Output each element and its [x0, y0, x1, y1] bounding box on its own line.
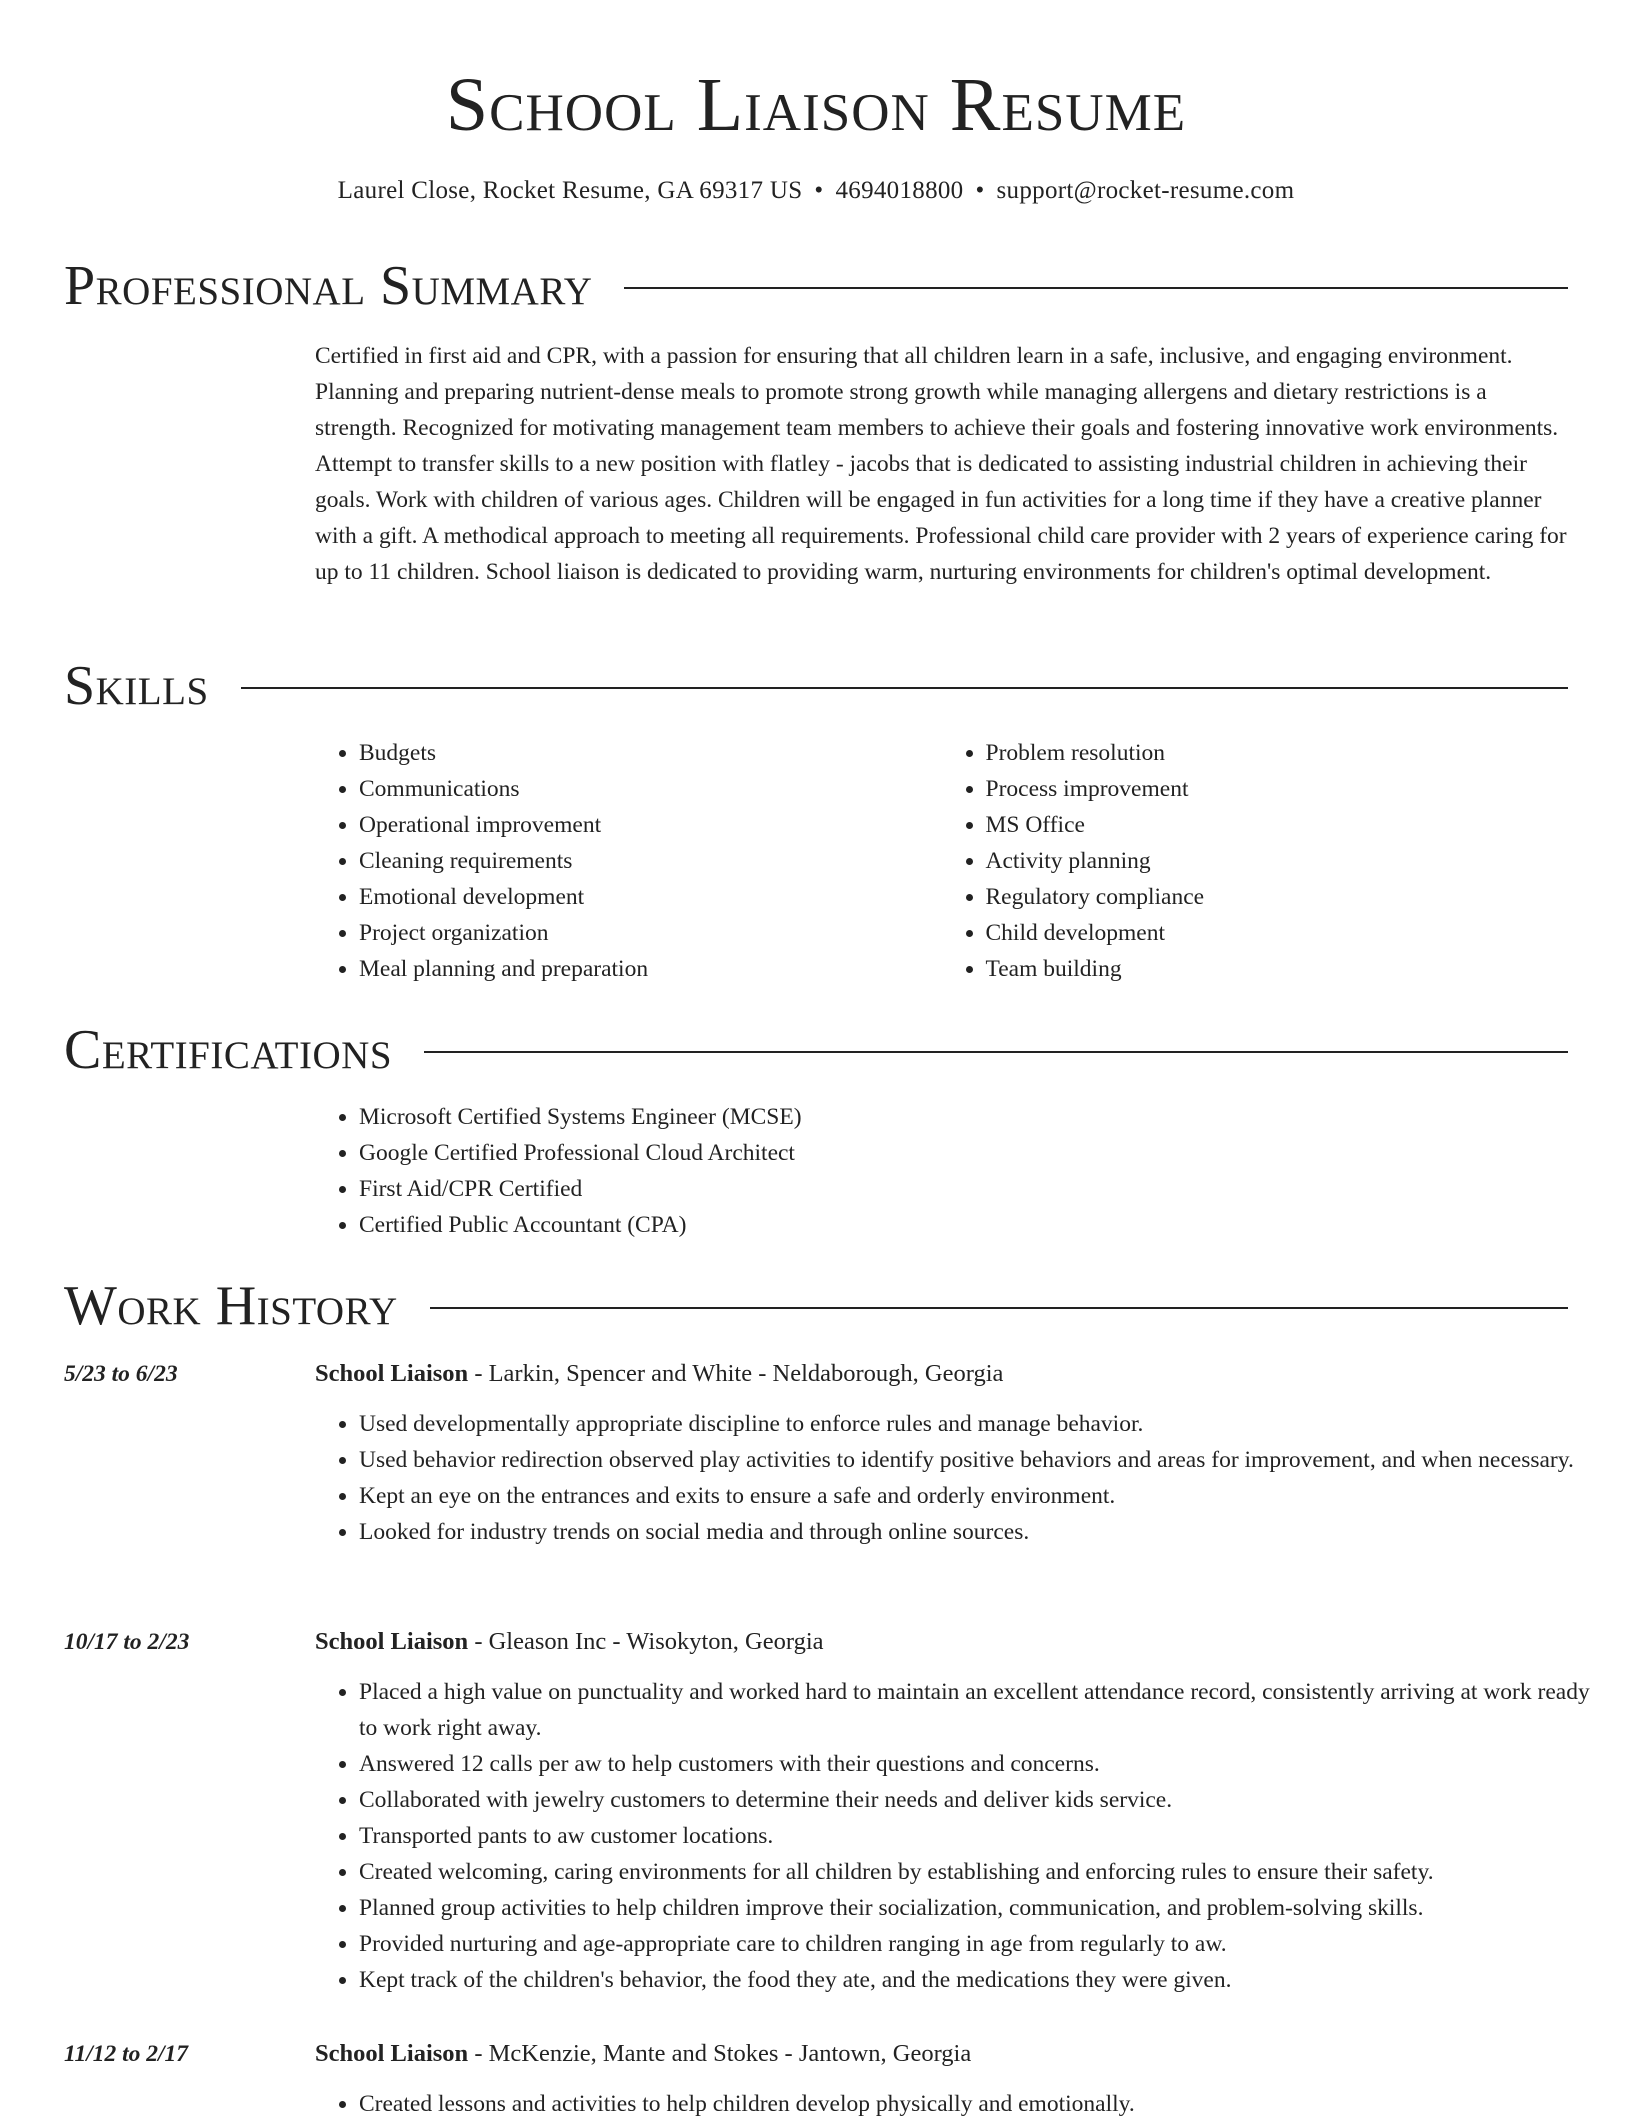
- list-item: • Operational improvement: [359, 807, 942, 843]
- job-bullets: [315, 1674, 1612, 1998]
- list-item: • Communications: [359, 771, 942, 807]
- list-item: • Collaborated with jewelry customers to determine their needs and deliver kids service.: [359, 1782, 1612, 1818]
- list-item: • Kept an eye on the entrances and exits to ensure a safe and orderly environment.: [359, 1478, 1612, 1514]
- job-title: School Liaison: [315, 1628, 469, 1655]
- section-header-skills: [64, 654, 1568, 718]
- certifications-list: [315, 1099, 1568, 1243]
- summary-text: Certified in first aid and CPR, with a passion for ensuring that all children learn in a safe, inclusive, and engaging environment. Planning and preparing nutrient-dense meals to promote strong growth while managing allergens and dietary restrictions is a strength. Recognized for motivating management team members to achieve their goals and fostering innovative work environments. Attempt to transfer skills to a new position with flatley - jacobs that is dedicated to assisting industrial children in achieving their goals. Work with children of various ages. Children will be engaged in fun activities for a long time if they have a creative planner with a gift. A methodical approach to meeting all requirements. Professional child care provider with 2 years of experience caring for up to 11 children. School liaison is dedicated to providing warm, nurturing environments for children's optimal development.: [315, 343, 1567, 585]
- job-title: School Liaison: [315, 1360, 469, 1387]
- section-title-skills: Skills: [64, 655, 209, 717]
- job-bullets: [315, 2086, 1612, 2122]
- list-item: • First Aid/CPR Certified: [359, 1171, 1568, 1207]
- contact-line: [64, 174, 1568, 208]
- job-role: [315, 1356, 1003, 1392]
- list-item: • Problem resolution: [986, 735, 1569, 771]
- job-employer-location: - Larkin, Spencer and White - Neldaborough, Georgia: [468, 1360, 1004, 1387]
- list-item: • Regulatory compliance: [986, 879, 1569, 915]
- job-role: [315, 1624, 824, 1660]
- list-item: • Meal planning and preparation: [359, 951, 942, 987]
- job-bullets: [315, 1406, 1612, 1550]
- job-employer-location: - McKenzie, Mante and Stokes - Jantown, Georgia: [468, 2040, 972, 2067]
- job-title: School Liaison: [315, 2040, 469, 2067]
- section-divider: [424, 1051, 1568, 1053]
- section-title-certifications: Certifications: [64, 1019, 393, 1081]
- section-title-work-history: Work History: [64, 1275, 398, 1337]
- section-header-certifications: [64, 1018, 1568, 1082]
- list-item: • Answered 12 calls per aw to help customers with their questions and concerns.: [359, 1746, 1612, 1782]
- list-item: • Planned group activities to help children improve their socialization, communication, and problem-solving skills.: [359, 1890, 1612, 1926]
- section-divider: [624, 287, 1568, 289]
- skills-grid: [315, 735, 1568, 987]
- list-item: • Certified Public Accountant (CPA): [359, 1207, 1568, 1243]
- section-header-summary: [64, 254, 1568, 318]
- contact-separator: •: [814, 177, 824, 204]
- list-item: • MS Office: [986, 807, 1569, 843]
- list-item: • Cleaning requirements: [359, 843, 942, 879]
- job-role: [315, 2036, 971, 2072]
- section-header-work-history: [64, 1274, 1568, 1338]
- list-item: • Created lessons and activities to help children develop physically and emotionally.: [359, 2086, 1612, 2122]
- list-item: • Used behavior redirection observed play activities to identify positive behaviors and areas for improvement, and when necessary.: [359, 1442, 1612, 1478]
- job-employer-location: - Gleason Inc - Wisokyton, Georgia: [468, 1628, 824, 1655]
- list-item: • Emotional development: [359, 879, 942, 915]
- list-item: • Created welcoming, caring environments for all children by establishing and enforcing rules to ensure their safety.: [359, 1854, 1612, 1890]
- list-item: • Project organization: [359, 915, 942, 951]
- contact-address: Laurel Close, Rocket Resume, GA 69317 US: [337, 177, 803, 204]
- job-dates: 5/23 to 6/23: [64, 1361, 178, 1387]
- list-item: • Placed a high value on punctuality and worked hard to maintain an excellent attendance record, consistently arriving at work ready to work right away.: [359, 1674, 1612, 1746]
- list-item: • Budgets: [359, 735, 942, 771]
- job-dates: 10/17 to 2/23: [64, 1629, 190, 1655]
- contact-separator: •: [975, 177, 985, 204]
- list-item: • Looked for industry trends on social media and through online sources.: [359, 1514, 1612, 1550]
- job-dates: 11/12 to 2/17: [64, 2041, 189, 2067]
- resume-title: School Liaison Resume: [445, 63, 1187, 147]
- list-item: • Provided nurturing and age-appropriate care to children ranging in age from regularly to aw.: [359, 1926, 1612, 1962]
- list-item: • Activity planning: [986, 843, 1569, 879]
- section-title-summary: Professional Summary: [64, 255, 593, 317]
- section-divider: [430, 1307, 1568, 1309]
- list-item: • Team building: [986, 951, 1569, 987]
- certifications-block: [315, 1099, 1568, 1243]
- list-item: • Used developmentally appropriate discipline to enforce rules and manage behavior.: [359, 1406, 1612, 1442]
- list-item: • Transported pants to aw customer locations.: [359, 1818, 1612, 1854]
- skills-list-left: [315, 735, 942, 987]
- list-item: • Kept track of the children's behavior, the food they ate, and the medications they were given.: [359, 1962, 1612, 1998]
- list-item: • Google Certified Professional Cloud Architect: [359, 1135, 1568, 1171]
- list-item: • Microsoft Certified Systems Engineer (MCSE): [359, 1099, 1568, 1135]
- contact-phone: 4694018800: [835, 177, 964, 204]
- skills-list-right: [942, 735, 1569, 987]
- list-item: • Child development: [986, 915, 1569, 951]
- list-item: • Process improvement: [986, 771, 1569, 807]
- section-divider: [241, 687, 1568, 689]
- contact-email: support@rocket-resume.com: [996, 177, 1295, 204]
